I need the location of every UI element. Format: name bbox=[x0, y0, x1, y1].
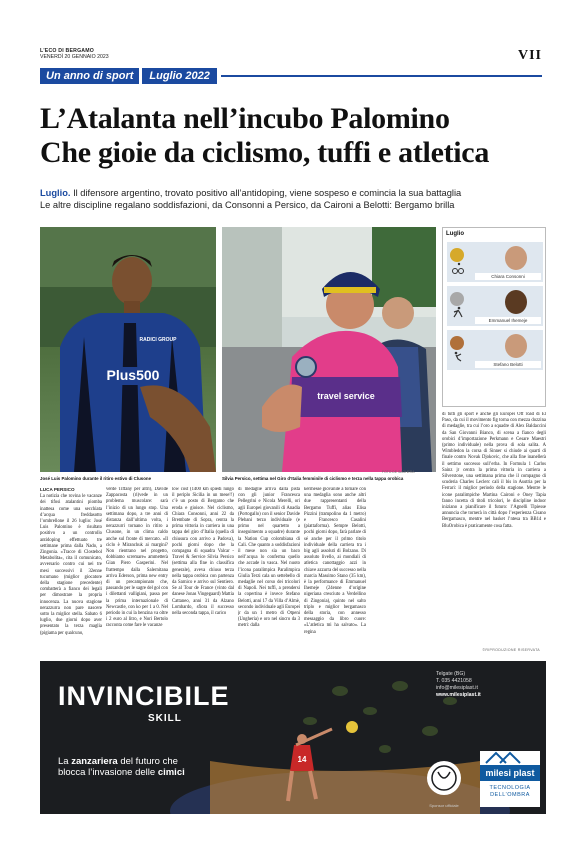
photo-palomino bbox=[40, 227, 216, 472]
lead-keyword: Luglio. bbox=[40, 188, 71, 198]
slogan-bold: cimici bbox=[157, 767, 185, 778]
advertisement bbox=[40, 661, 546, 814]
athlete-name: Emmanuel Ihemeje bbox=[475, 317, 541, 324]
athlete-photo bbox=[505, 334, 527, 358]
silver-medal-icon bbox=[450, 292, 464, 306]
article-text: La notizia che rovina le vacanze dei tifosi atalantini piomba inattesa come una secchiata d’acqua freddasotto l’ombrellone il 26 luglio: José Luis Palomino è risultato positivo a un controllo antidoping effettuato tre settimane prima dalla Nado, a Zingonia. «Tracce di Clostebol Metabolita», cita il comunicato, avversario contro cui nei tre mesi successivi il 32enne tucumano (miglior giocatore della stagione precedente) combatterà a fianco dei legali per dimostrare la propria innocenza. La nuova stagione nerazzurra non pare nascere sotto la miglior stella. Sabato 6 luglio, due giorni dopo aver presentato la terza maglia (pigiama per qualcuno, bbox=[40, 494, 102, 636]
slogan-bold: zanzariera bbox=[71, 756, 118, 767]
athlete-photo bbox=[505, 246, 527, 270]
bronze-medal-icon bbox=[450, 336, 464, 350]
jersey-kit-brand: RADICI GROUP bbox=[139, 337, 177, 343]
section-rule bbox=[221, 75, 542, 77]
masthead bbox=[40, 48, 109, 60]
copyright-note: ©RIPRODUZIONE RISERVATA bbox=[482, 648, 540, 652]
section-band bbox=[40, 68, 542, 84]
logo-tagline: TECNOLOGIA DELL’OMBRA bbox=[489, 785, 531, 798]
headline bbox=[40, 102, 489, 170]
sponsor-badge bbox=[420, 758, 468, 808]
contact-email: info@milesiplast.it bbox=[436, 685, 478, 691]
lead-text-2: Le altre discipline regalano soddisfazioni, da Consonni a Persico, da Caironi a Belotti: Bergamo brilla bbox=[40, 200, 455, 210]
publication-name: L'ECO DI BERGAMO bbox=[40, 48, 95, 54]
photo-persico-art bbox=[222, 227, 436, 472]
cycling-icon bbox=[452, 262, 464, 274]
athlete-tile bbox=[447, 242, 543, 282]
article-column-4: di medaglie arriva dalla pista con gli junior Francesca Pellegrini e Nicola Merelli, ori agli Europei giovanili di Anadia (Portogallo) con il senior Davide Plebani terzo individuale (e primo nel quartetto a inseguimento a squadre) durante la Nation Cup colombiana di Cali. Che quanto a soddisfazioni il mese non sia un baco nell’acqua lo conferma quello che accade in vasca. Nel nuoto l’icona paralimpica Paralimpica Giulia Terzi cala un settebello di medaglie nel corso dei tricolori di Napoli. Nei tuffi, a prendersi la copertina è invece Stefano Belotti, anni 17 da Villa d’Almè, secondo individuale agli Europei jr da un 1 metro di Otpeni (Ungheria) e oro nel sincro da 3 metri: dalla bbox=[238, 487, 300, 629]
sponsor-label: Sponsor ufficiale bbox=[429, 803, 459, 808]
athlete-tile bbox=[447, 286, 543, 326]
byline: LUCA PERSICO bbox=[40, 487, 75, 492]
caption-persico: Silvia Persico, settima nel Giro d’Italia femminile di ciclismo e terza nella tappa orobica bbox=[222, 476, 404, 481]
athlete-name: Chiara Consonni bbox=[475, 273, 541, 280]
contact-phone: T. 035 4421058 bbox=[436, 678, 472, 684]
photo-persico bbox=[222, 227, 436, 472]
jersey-bib: travel service bbox=[317, 391, 375, 401]
sidebox-title: Luglio bbox=[446, 231, 464, 237]
month-athletes-box bbox=[442, 227, 546, 407]
diving-icon bbox=[452, 350, 464, 362]
running-icon bbox=[452, 306, 464, 318]
contact-place: Telgate (BG) bbox=[436, 671, 466, 677]
issue-date: VENERDÌ 20 GENNAIO 2023 bbox=[40, 54, 109, 60]
headline-line1: L’Atalanta nell’incubo Palomino bbox=[40, 102, 450, 135]
athlete-tile bbox=[447, 330, 543, 370]
ad-jersey-number: 14 bbox=[297, 755, 307, 764]
article-column-5: kermesse giovanile a tornare con una medaglia sono anche altri due rappresentanti della Bergamo Tuffi, alias Elisa Pizzini (trampolino da 1 metro) e Francesco Casalini (piattaforma). Sempre Belotti, pochi giorni dopo, farà parlare di sé anche per il primo titolo individuale della carriera tra i big agli assoluti di Bolzano. Di assoluto livello, ai mondiali di atletica canottaggio azzi in chiave azzurra del successo nella marcia Massimo Stano (35 km), è la performance di Emmanuel Ihemeje (24enne d’origine nigeriana cresciuto a Verdellino di Zingonia), quinto nel salto triplo e miglior bergamasco della storia, con annesso messaggio da libro cuore: «L’atletica mi ha salvato». La regina bbox=[304, 487, 366, 635]
ad-title: INVINCIBILE bbox=[58, 681, 230, 711]
section-series: Un anno di sport bbox=[40, 68, 139, 84]
gold-medal-icon bbox=[450, 248, 464, 262]
slogan-part: La bbox=[58, 756, 72, 767]
jersey-sponsor: Plus500 bbox=[106, 367, 160, 383]
athlete-name: Stefano Belotti bbox=[475, 361, 541, 368]
article-column-1 bbox=[40, 487, 102, 642]
page-number: VII bbox=[517, 48, 542, 63]
article-column-6: di tutti gli sport è anche gli Europei Off road di El Paso, da cui il movimento fig torna con mezza dozzina di medaglie, tra cui l’oro a squadre di Alex Baldaccini da San Giovanni Bianco, di scena a fianco degli orobici d’importazione Perkmann e Cesare Maestri (primo individuale) nella prova di sola salita. A Wimbledon la corsa di Sinner si chiude ai quarti di finale contro Novak Djokovic, che alla fine inanellerà il settimo successo sull’erba. In Formula 1 Carlos Sainz jr centra la prima vittoria in carriera a Silverstone, una settimana prima che il compagno di scuderia Charles Leclerc cali il bis in Austria per la Ferrari: il miglior periodo della stagione. Mentre le icone paralimpiche Martina Caironi e Oney Tapia fanno incetta di titoli tricolori, le discipline indoor iniziano a pianificare il futuro: l’Agnelli Tipiesse annuncia che tornerà in città dopo l’esperienza Cisano Bergamasco, mentre nel basket l’ntesa tra BB14 e BluOrobica è praticamente cosa fatta. bbox=[442, 412, 546, 529]
caption-palomino: José Luis Palomino durante il ritiro estivo di Clusone bbox=[40, 476, 152, 481]
slogan-part: del futuro che blocca l’invasione delle bbox=[58, 756, 178, 778]
photo-palomino-art bbox=[40, 227, 216, 472]
article-column-3: low cost (1400 km spiedi lungo il periplo Sicilia in un mese!!) c’è un posto di Bergamo che eroda e gioisce. Nel ciclismo, Chiara Consonni, anni 22 da Brembate di Sopra, centra la prima vittoria in carriera in una tappa del giro d’Italia (quella di chiusura con arrivo a Padova), pochi giorni dopo che la compagna di squadra Valcar - Travel & Service Silvia Persico (settima alla fine in classifica generale), aveva chiuso terza nella tappa orobica con partenza da Sarnico e arrivo sul Sentiero. Se al Tour de France (vinto dal danese Jonas Vingegaard) Mattia Cattaneo, anni 31 da Alzano Lombardo, sfiora il successo nella seconda tappa, il carico bbox=[172, 487, 234, 617]
ad-slogan bbox=[58, 756, 198, 778]
headline-line2: Che gioie da ciclismo, tuffi e atletica bbox=[40, 136, 490, 169]
sponsor-logo-icon bbox=[420, 758, 468, 798]
logo-brand: milesi plast bbox=[480, 765, 540, 781]
ad-subtitle: SKILL bbox=[148, 713, 182, 724]
article-column-2: verde Tiffany per altri), Davide Zappacosta (ri)vede in un problema muscolare: sarà l’inizio di un lungo stop. Una settimana dopo, a tre anni di distanza dall’ultima volta, i nerazzurri tornano in ritiro a Clusone, in un clima caldo anche sul fronte di mercato. «Il ciclo è Miranchuk ai margini? Non rientrano nel progetto, dobbiamo scremare» ammetterà Gian Piero Gasperini. Nel frattempo dalla Salernitana arriva Ederson, prima new entry di un precampionato che, passando per le sagre del gol con i dilettanti valligiani, passa per la prima internazionale di Newcastle, con ko per 1 a 0. Nel periodo in cui la benzina va oltre i 2 euro al litro, e Nori Bertolo racconta come fare le vacanze bbox=[106, 487, 168, 629]
lead-paragraph bbox=[40, 187, 545, 211]
section-month: Luglio 2022 bbox=[142, 68, 217, 84]
logo-mark-icon bbox=[480, 751, 540, 765]
lead-text-1: Il difensore argentino, trovato positivo all’antidoping, viene sospeso e comincia la sua battaglia bbox=[73, 188, 462, 198]
athlete-photo bbox=[505, 290, 527, 314]
ad-contact bbox=[436, 671, 481, 699]
milesiplast-logo bbox=[480, 751, 540, 807]
contact-web: www.milesiplast.it bbox=[436, 692, 481, 698]
photo-credit: FOTO DE SAGHERA bbox=[382, 470, 415, 474]
